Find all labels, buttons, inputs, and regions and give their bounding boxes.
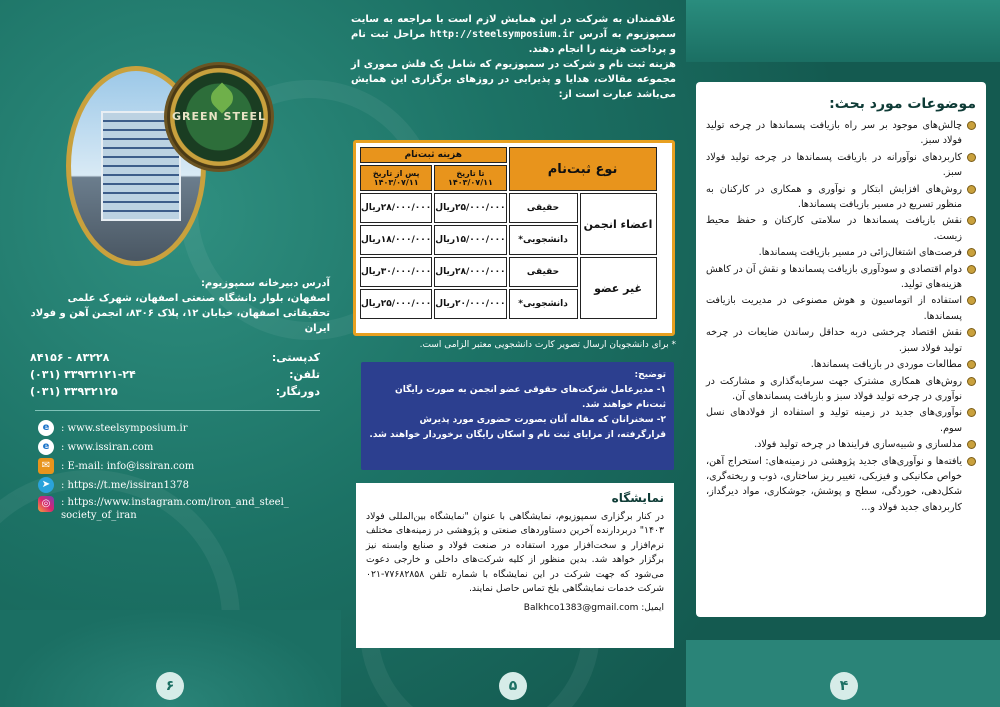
bullet-icon bbox=[967, 328, 976, 337]
link-telegram[interactable] bbox=[38, 477, 328, 495]
postal-code: ۸۴۱۵۶ - ۸۳۲۲۸ bbox=[30, 351, 110, 364]
intro-text bbox=[351, 12, 676, 102]
link-website[interactable] bbox=[38, 420, 328, 438]
intro-part-3: هزینه ثبت نام و شرکت در سمپوزیوم که شامل یک فلش مموری از مجموعه مقالات، هدایا و پذیرایی در روزهای برگزاری این همایش می‌باشد عبارت است از: bbox=[351, 59, 676, 100]
fee-header: هزینه ثبت‌نام bbox=[360, 147, 507, 163]
bullet-icon bbox=[967, 360, 976, 369]
topic-item bbox=[706, 405, 976, 436]
link-website[interactable] bbox=[38, 439, 328, 457]
exhibition-title: نمایشگاه bbox=[611, 491, 664, 505]
topic-item bbox=[706, 293, 976, 324]
address-text: اصفهان، بلوار دانشگاه صنعتی اصفهان، شهرک علمی تحقیقاتی اصفهان، خیابان ۱۲، پلاک ۸۳۰۶، انجمن آهن و فولاد ایران bbox=[30, 293, 330, 334]
topic-item bbox=[706, 150, 976, 181]
topic-item bbox=[706, 118, 976, 149]
address-block bbox=[20, 276, 330, 336]
topic-text: استفاده از اتوماسیون و هوش مصنوعی در مدیریت بازیافت پسماندها. bbox=[706, 295, 962, 322]
bullet-icon bbox=[967, 216, 976, 225]
phone-label: تلفن: bbox=[289, 368, 320, 381]
contact-panel bbox=[0, 0, 341, 707]
fee-until-cell: ۲۵/۰۰۰/۰۰۰ریال bbox=[434, 193, 506, 223]
student-note: * برای دانشجویان ارسال تصویر کارت دانشجویی معتبر الزامی است. bbox=[419, 340, 676, 350]
links-list bbox=[38, 420, 328, 523]
note-item: ۲- سخنرانان که مقاله آنان بصورت حضوری مورد پذیرش قرارگرفته، از مزایای ثبت نام و اسکان رایگان برخوردار خواهند شد. bbox=[369, 415, 666, 440]
mail-icon: ✉ bbox=[38, 458, 54, 474]
topic-text: کاربردهای نوآورانه در بازیافت پسماندها در چرخه تولید فولاد سبز. bbox=[706, 151, 962, 179]
reg-type-header: نوع ثبت‌نام bbox=[509, 147, 657, 191]
green-steel-logo bbox=[164, 62, 274, 172]
fee-until-cell: ۲۰/۰۰۰/۰۰۰ریال bbox=[434, 289, 506, 319]
fee-after-cell: ۳۰/۰۰۰/۰۰۰ریال bbox=[360, 257, 432, 287]
type-cell: دانشجویی* bbox=[509, 289, 578, 319]
exhibition-box bbox=[356, 483, 674, 648]
notes-box bbox=[361, 362, 674, 470]
topic-text: روش‌های همکاری مشترک جهت سرمایه‌گذاری و مشارکت در نوآوری در چرخه تولید فولاد سبز و بازیافت پسماندهای آن. bbox=[706, 375, 962, 402]
topics-list bbox=[706, 118, 976, 515]
link-email[interactable] bbox=[38, 458, 328, 476]
bullet-icon bbox=[967, 440, 976, 449]
address-title: آدرس دبیرخانه سمپوزیوم: bbox=[200, 278, 330, 289]
topic-item bbox=[706, 213, 976, 244]
topics-title: موضوعات مورد بحث: bbox=[829, 96, 976, 112]
link-text: : www.steelsymposium.ir bbox=[61, 423, 188, 434]
fee-until-cell: ۱۵/۰۰۰/۰۰۰ریال bbox=[434, 225, 506, 255]
link-text: : https://www.instagram.com/iron_and_steel_ society_of_iran bbox=[61, 497, 289, 521]
topics-card bbox=[696, 82, 986, 617]
exhibition-email[interactable]: Balkhco1383@gmail.com bbox=[523, 602, 639, 613]
postal-row bbox=[30, 349, 320, 366]
page-number: ۵ bbox=[499, 672, 527, 700]
leaf-icon bbox=[206, 82, 237, 113]
ie-icon: e bbox=[38, 420, 54, 436]
topic-item bbox=[706, 325, 976, 356]
topic-item bbox=[706, 437, 976, 452]
bullet-icon bbox=[967, 121, 976, 130]
group-members: اعضاء انجمن bbox=[580, 193, 657, 255]
type-cell: دانشجویی* bbox=[509, 225, 578, 255]
telegram-icon: ➤ bbox=[38, 477, 54, 493]
bullet-icon bbox=[967, 153, 976, 162]
page-number: ۴ bbox=[830, 672, 858, 700]
panel-header-band bbox=[686, 0, 1000, 62]
fax-label: دورنگار: bbox=[275, 385, 320, 398]
topic-text: نقش اقتصاد چرخشی دربه حداقل رساندن ضایعات در چرخه تولید فولاد سبز. bbox=[706, 327, 962, 354]
exhibition-email-row bbox=[366, 601, 664, 616]
topic-text: مدلسازی و شبیه‌سازی فرایندها در چرخه تولید فولاد. bbox=[754, 439, 962, 451]
fee-table bbox=[358, 145, 659, 321]
bullet-icon bbox=[967, 296, 976, 305]
notes-title: توضیح: bbox=[634, 370, 666, 380]
fee-after-cell: ۲۵/۰۰۰/۰۰۰ریال bbox=[360, 289, 432, 319]
topic-text: نقش بازیافت پسماندها در سلامتی کارکنان و حفظ محیط زیست. bbox=[706, 215, 962, 242]
bullet-icon bbox=[967, 408, 976, 417]
intro-part-1: علاقمندان به شرکت در این همایش لازم است با مراجعه به سایت سمپوزیوم به آدرس bbox=[351, 14, 677, 40]
topic-text: فرصت‌های اشتغال‌زائی در مسیر بازیافت پسماندها. bbox=[758, 247, 962, 259]
topic-text: روش‌های افزایش ابتکار و نوآوری و همکاری در کارکنان به منظور تسریع در مسیر بازیافت پسماندها. bbox=[706, 183, 962, 211]
postal-label: کدپستی: bbox=[271, 351, 320, 364]
instagram-icon: ◎ bbox=[38, 496, 54, 512]
exhibition-text: در کنار برگزاری سمپوزیوم، نمایشگاهی با عنوان "نمایشگاه بین‌المللی فولاد ۱۴۰۳" دربردارنده آخرین دستاوردهای صنعتی و پژوهشی در زمینه‌های مختلف نرم‌افزار و سخت‌افزار مورد استفاده در صنعت فولاد و صنایع وابسته نیز برگزار خواهد شد. بدین منظور از کلیه شرکت‌های داخلی و خارجی دعوت می‌شود که جهت شرکت در این نمایشگاه با شماره تلفن ۷۷۶۸۲۸۵۸-۰۲۱ شرکت خدمات نمایشگاهی بلخ تماس حاصل نمایند. bbox=[366, 510, 664, 594]
divider bbox=[35, 410, 320, 411]
topic-text: مطالعات موردی در بازیافت پسماندها. bbox=[810, 359, 962, 371]
until-date-header: تا تاریخ ۱۴۰۳/۰۷/۱۱ bbox=[434, 165, 506, 191]
link-instagram[interactable] bbox=[38, 496, 328, 522]
topic-text: دوام اقتصادی و سودآوری بازیافت پسماندها و نقش آن در کاهش هزینه‌های تولید. bbox=[706, 263, 962, 291]
link-text: : https://t.me/issiran1378 bbox=[61, 480, 189, 491]
topic-text: نوآوری‌های جدید در زمینه تولید و استفاده از فولادهای نسل سوم. bbox=[706, 407, 962, 434]
topic-text: چالش‌های موجود بر سر راه بازیافت پسماندها در چرخه تولید فولاد سبز. bbox=[706, 120, 962, 147]
link-text: : E-mail: info@issiran.com bbox=[61, 461, 195, 472]
email-label: ایمیل: bbox=[641, 602, 664, 613]
topic-item bbox=[706, 245, 976, 260]
logo-text: GREEN STEEL bbox=[171, 110, 267, 123]
fee-after-cell: ۱۸/۰۰۰/۰۰۰ریال bbox=[360, 225, 432, 255]
fee-table-box bbox=[353, 140, 675, 336]
bullet-icon bbox=[967, 265, 976, 274]
topics-panel bbox=[686, 0, 1000, 707]
phone-row bbox=[30, 366, 320, 383]
link-text: : www.issiran.com bbox=[61, 442, 154, 453]
topic-item bbox=[706, 454, 976, 516]
intro-part-2: مراحل ثبت نام و پرداخت هزینه را انجام دهند. bbox=[351, 29, 676, 55]
note-item: ۱- مدیرعامل شرکت‌های حقوقی عضو انجمن به صورت رایگان ثبت‌نام خواهند شد. bbox=[395, 385, 666, 410]
fee-until-cell: ۲۸/۰۰۰/۰۰۰ریال bbox=[434, 257, 506, 287]
topic-item bbox=[706, 374, 976, 405]
topic-item bbox=[706, 182, 976, 213]
registration-panel bbox=[341, 0, 686, 707]
type-cell: حقیقی bbox=[509, 257, 578, 287]
topic-text: یافته‌ها و نوآوری‌های جدید پژوهشی در زمینه‌های: استخراج آهن، خواص مکانیکی و فیزیکی، تغییر ریز ساختاری، ذوب و ریخته‌گری، شکل‌دهی، خوردگی، سطح و پوشش، جوشکاری، مواد دیرگداز، کاربردهای جدید فولاد و... bbox=[706, 455, 962, 513]
bullet-icon bbox=[967, 185, 976, 194]
fax-row bbox=[30, 383, 320, 400]
fee-after-cell: ۲۸/۰۰۰/۰۰۰ریال bbox=[360, 193, 432, 223]
symposium-url[interactable]: http://steelsymposium.ir bbox=[429, 29, 575, 40]
type-cell: حقیقی bbox=[509, 193, 578, 223]
topic-item bbox=[706, 262, 976, 293]
group-nonmembers: غیر عضو bbox=[580, 257, 657, 319]
phone-block bbox=[30, 349, 320, 400]
ie-icon: e bbox=[38, 439, 54, 455]
bullet-icon bbox=[967, 377, 976, 386]
phone-number: (۰۳۱) ۳۳۹۳۲۱۲۱-۲۴ bbox=[30, 368, 136, 381]
bullet-icon bbox=[967, 457, 976, 466]
page-number: ۶ bbox=[156, 672, 184, 700]
fax-number: (۰۳۱) ۳۳۹۳۲۱۲۵ bbox=[30, 385, 118, 398]
topic-item bbox=[706, 357, 976, 372]
bullet-icon bbox=[967, 248, 976, 257]
after-date-header: پس از تاریخ ۱۴۰۳/۰۷/۱۱ bbox=[360, 165, 432, 191]
